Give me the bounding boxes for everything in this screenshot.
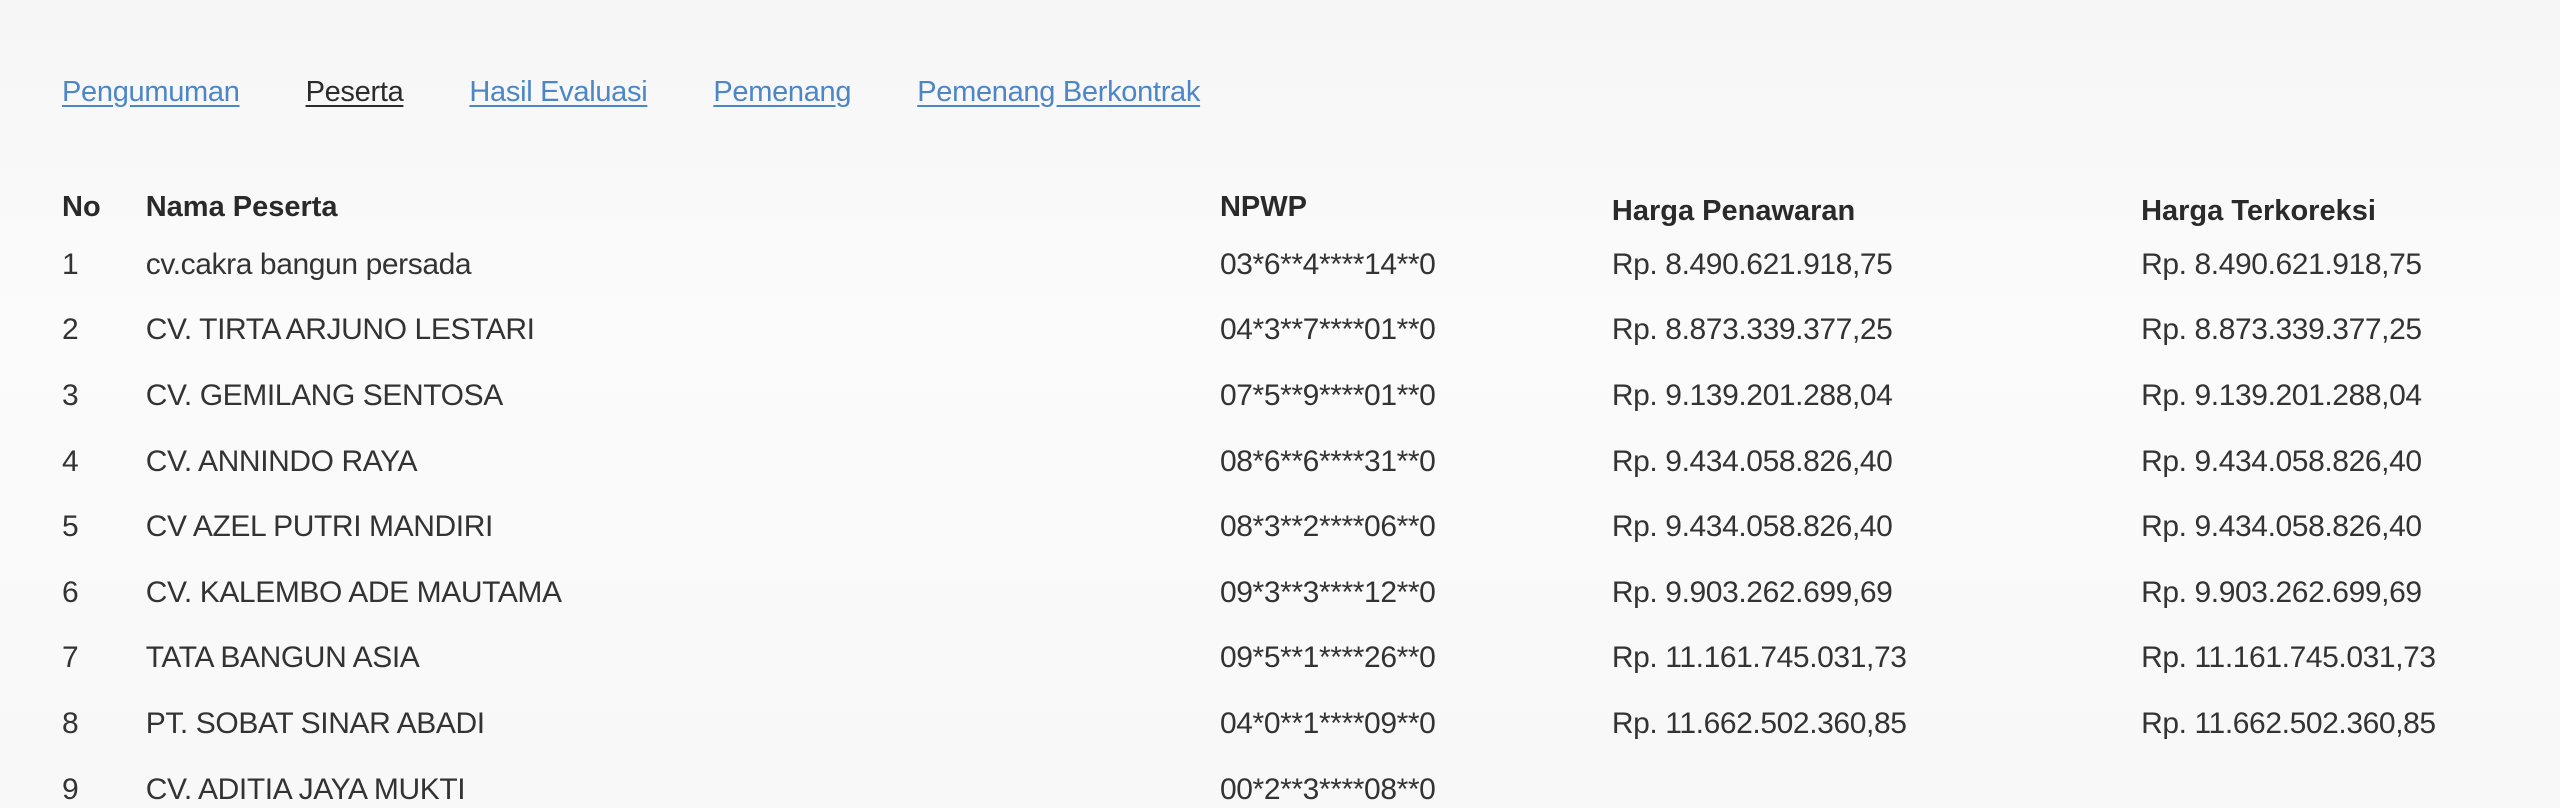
cell-harga-penawaran: Rp. 8.873.339.377,25 (1611, 313, 1893, 347)
cell-nama-peserta: CV. ANNINDO RAYA (145, 444, 418, 478)
cell-harga-penawaran: Rp. 9.903.262.699,69 (1611, 575, 1893, 609)
cell-harga-penawaran: Rp. 9.434.058.826,40 (1611, 444, 1893, 478)
table-row (50, 757, 2560, 808)
table-row (50, 560, 2560, 626)
cell-nama-peserta: CV. TIRTA ARJUNO LESTARI (145, 313, 535, 347)
cell-npwp: 03*6**4****14**0 (1219, 247, 1436, 281)
cell-npwp: 04*0**1****09**0 (1219, 706, 1436, 740)
cell-harga-terkoreksi (2141, 757, 2560, 808)
cell-nama-peserta: CV AZEL PUTRI MANDIRI (145, 510, 493, 544)
cell-harga-penawaran (1612, 757, 2141, 808)
tab-pemenang[interactable]: Pemenang (713, 76, 852, 108)
cell-no: 8 (62, 706, 79, 740)
cell-no: 1 (62, 247, 79, 281)
table-row (50, 232, 2560, 298)
tab-hasil-evaluasi[interactable]: Hasil Evaluasi (469, 76, 648, 108)
cell-npwp: 00*2**3****08**0 (1219, 772, 1436, 806)
cell-harga-terkoreksi: Rp. 8.490.621.918,75 (2141, 247, 2422, 281)
header-harga-terkoreksi: Harga Terkoreksi (2141, 194, 2376, 227)
header-harga-penawaran: Harga Penawaran (1611, 194, 1856, 227)
table-row (50, 494, 2560, 560)
table-row (50, 691, 2560, 757)
table-row (50, 363, 2560, 429)
cell-no: 7 (62, 641, 79, 675)
table-header-row (50, 182, 2560, 232)
cell-nama-peserta: CV. ADITIA JAYA MUKTI (145, 772, 466, 806)
cell-harga-penawaran: Rp. 11.161.745.031,73 (1611, 641, 1907, 675)
cell-nama-peserta: cv.cakra bangun persada (145, 247, 472, 281)
cell-nama-peserta: TATA BANGUN ASIA (145, 641, 420, 675)
tab-pemenang-berkontrak[interactable]: Pemenang Berkontrak (917, 76, 1201, 108)
header-npwp: NPWP (1219, 190, 1307, 223)
cell-nama-peserta: PT. SOBAT SINAR ABADI (145, 706, 485, 740)
header-nama-peserta: Nama Peserta (145, 190, 338, 223)
table-row (50, 626, 2560, 692)
cell-harga-terkoreksi: Rp. 9.434.058.826,40 (2141, 444, 2422, 478)
cell-harga-terkoreksi: Rp. 8.873.339.377,25 (2141, 313, 2422, 347)
cell-no: 6 (62, 575, 79, 609)
cell-nama-peserta: CV. GEMILANG SENTOSA (145, 378, 503, 412)
cell-npwp: 04*3**7****01**0 (1219, 313, 1436, 347)
cell-harga-terkoreksi: Rp. 11.161.745.031,73 (2141, 641, 2436, 675)
tab-pengumuman[interactable]: Pengumuman (62, 76, 240, 108)
cell-harga-terkoreksi: Rp. 11.662.502.360,85 (2141, 706, 2436, 740)
header-no: No (62, 190, 101, 223)
peserta-table (50, 182, 2560, 808)
cell-harga-penawaran: Rp. 9.434.058.826,40 (1611, 510, 1893, 544)
tab-nav (62, 76, 1266, 109)
cell-harga-terkoreksi: Rp. 9.139.201.288,04 (2141, 378, 2422, 412)
cell-no: 3 (62, 378, 79, 412)
cell-npwp: 09*3**3****12**0 (1219, 575, 1436, 609)
cell-no: 4 (62, 444, 79, 478)
cell-npwp: 08*6**6****31**0 (1219, 444, 1436, 478)
cell-npwp: 07*5**9****01**0 (1219, 378, 1436, 412)
cell-harga-terkoreksi: Rp. 9.903.262.699,69 (2141, 575, 2422, 609)
cell-no: 9 (62, 772, 79, 806)
table-row (50, 429, 2560, 495)
cell-harga-terkoreksi: Rp. 9.434.058.826,40 (2141, 510, 2422, 544)
cell-nama-peserta: CV. KALEMBO ADE MAUTAMA (145, 575, 562, 609)
cell-harga-penawaran: Rp. 9.139.201.288,04 (1611, 378, 1893, 412)
cell-harga-penawaran: Rp. 8.490.621.918,75 (1611, 247, 1893, 281)
table-row (50, 298, 2560, 364)
cell-harga-penawaran: Rp. 11.662.502.360,85 (1611, 706, 1907, 740)
cell-npwp: 09*5**1****26**0 (1219, 641, 1436, 675)
cell-npwp: 08*3**2****06**0 (1219, 510, 1436, 544)
cell-no: 2 (62, 313, 79, 347)
tab-peserta[interactable]: Peserta (305, 76, 404, 108)
cell-no: 5 (62, 510, 79, 544)
